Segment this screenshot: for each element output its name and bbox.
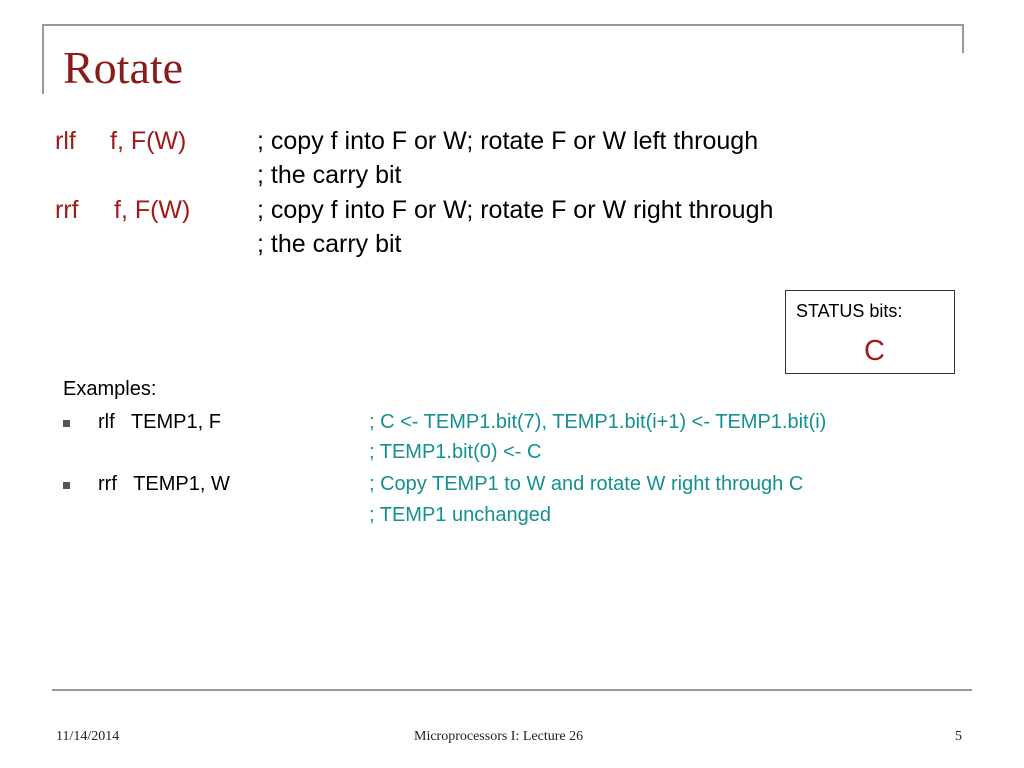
bullet-square-icon <box>63 482 70 489</box>
status-bit-value: C <box>864 335 885 367</box>
footer-divider <box>52 689 972 691</box>
example-comment: ; Copy TEMP1 to W and rotate W right through C <box>369 473 804 495</box>
examples-heading: Examples: <box>63 378 157 400</box>
instruction-comment-cont: ; the carry bit <box>257 230 402 258</box>
footer-page-number: 5 <box>955 729 962 744</box>
example-code: rrf TEMP1, W <box>98 473 230 495</box>
status-bits-label: STATUS bits: <box>796 301 903 321</box>
example-comment-cont: ; TEMP1 unchanged <box>369 504 551 526</box>
slide-title: Rotate <box>63 42 184 93</box>
instruction-mnemonic: rrf <box>55 196 79 224</box>
instruction-operands: f, F(W) <box>114 196 191 224</box>
instruction-comment: ; copy f into F or W; rotate F or W right through <box>257 196 774 224</box>
footer-course: Microprocessors I: Lecture 26 <box>414 729 584 744</box>
example-comment: ; C <- TEMP1.bit(7), TEMP1.bit(i+1) <- TEMP1.bit(i) <box>369 411 827 433</box>
example-comment-cont: ; TEMP1.bit(0) <- C <box>369 441 542 463</box>
frame-right-line <box>962 24 964 53</box>
instruction-mnemonic: rlf <box>55 127 76 155</box>
instruction-operands: f, F(W) <box>110 127 187 155</box>
frame-top-line <box>42 24 964 26</box>
instruction-comment: ; copy f into F or W; rotate F or W left through <box>257 127 759 155</box>
status-bits-box <box>785 290 955 374</box>
instruction-comment-cont: ; the carry bit <box>257 161 402 189</box>
example-code: rlf TEMP1, F <box>98 411 221 433</box>
bullet-square-icon <box>63 420 70 427</box>
frame-left-line <box>42 24 44 94</box>
footer-date: 11/14/2014 <box>56 729 120 744</box>
